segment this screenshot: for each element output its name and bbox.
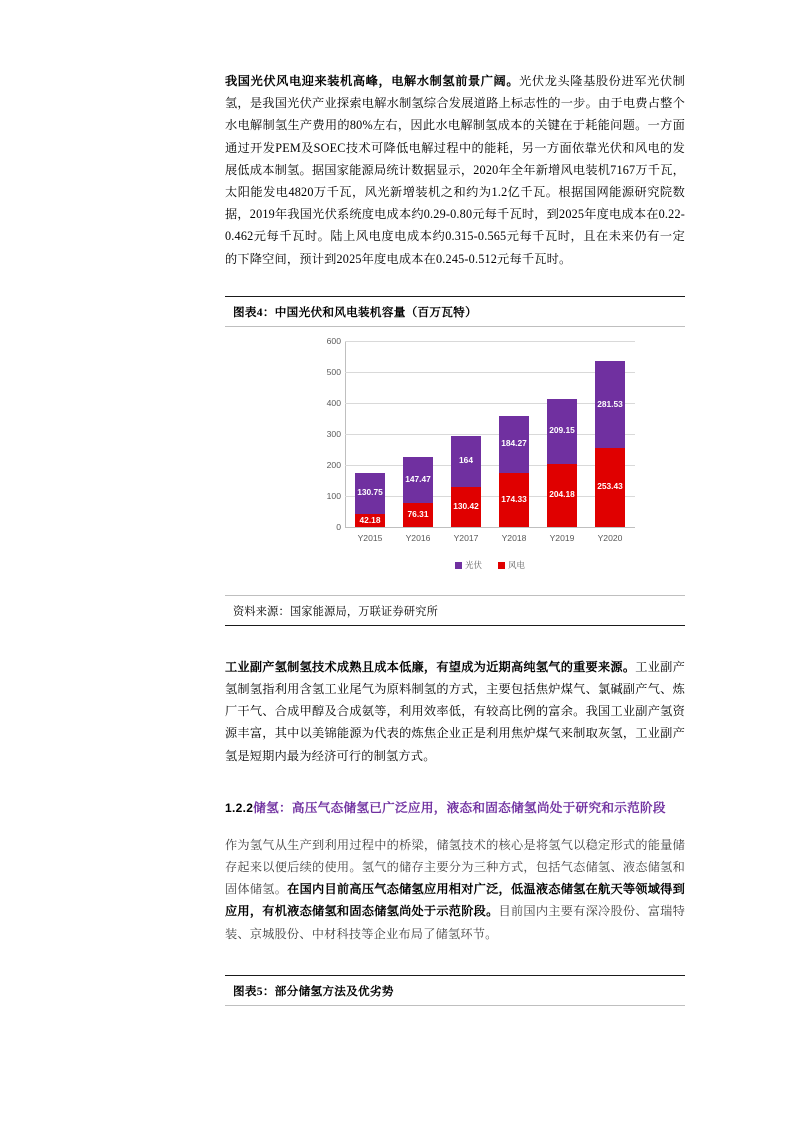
bar-group-y2018 [499, 416, 529, 527]
spacer-2 [225, 767, 685, 797]
gridline-400 [345, 403, 635, 404]
figure-4-source: 资料来源：国家能源局，万联证券研究所 [225, 595, 685, 626]
chart-x-axis [345, 527, 635, 528]
bar-group-y2019 [547, 399, 577, 527]
bar-label-solar-y2019: 209.15 [549, 424, 575, 435]
chart-plot-area [326, 335, 635, 570]
y-tick-500: 500 [326, 366, 341, 377]
x-tick-y2018: Y2018 [501, 532, 527, 543]
paragraph-3-part2: 目前国内主要有深冷股份、富瑞特装、京城股份、中材科技等企业布局了储氢环节。 [225, 904, 686, 941]
section-heading [225, 797, 685, 816]
bar-label-wind-y2015: 42.18 [359, 514, 381, 525]
bar-label-wind-y2019: 204.18 [549, 488, 575, 499]
chart-legend [345, 559, 635, 571]
bar-label-solar-y2018: 184.27 [501, 437, 527, 448]
page-content [225, 70, 685, 1006]
gridline-100 [345, 496, 635, 497]
bar-label-solar-y2020: 281.53 [597, 398, 623, 409]
bar-group-y2015 [355, 473, 385, 527]
paragraph-2-body: 工业副产氢制氢指利用含氢工业尾气为原料制氢的方式，主要包括焦炉煤气、氯碱副产气、炼厂干气、合成甲醇及合成氨等，利用效率低，有较高比例的富余。我国工业副产氢资源丰富，其中以美锦能源为代表的炼焦企业正是利用焦炉煤气来制取灰氢，工业副产氢是短期内最为经济可行的制氢方式。 [225, 659, 685, 763]
chart-solar-wind-capacity [225, 327, 685, 595]
section-heading-number: 1.2.2 [225, 800, 254, 815]
paragraph-3 [225, 834, 685, 945]
section-heading-text: 储氢：高压气态储氢已广泛应用，液态和固态储氢尚处于研究和示范阶段 [253, 800, 666, 815]
bar-label-solar-y2016: 147.47 [405, 473, 431, 484]
y-tick-0: 0 [336, 521, 341, 532]
y-tick-300: 300 [326, 428, 341, 439]
figure-5 [225, 975, 685, 1006]
y-tick-600: 600 [326, 335, 341, 346]
bar-label-wind-y2018: 174.33 [501, 493, 527, 504]
gridline-600 [345, 341, 635, 342]
legend-label-wind: 风电 [508, 559, 525, 570]
y-tick-200: 200 [326, 459, 341, 470]
paragraph-1 [225, 70, 685, 270]
y-tick-400: 400 [326, 397, 341, 408]
x-tick-y2016: Y2016 [405, 532, 431, 543]
bar-label-wind-y2016: 76.31 [407, 508, 429, 519]
x-tick-y2020: Y2020 [597, 532, 623, 543]
x-tick-y2017: Y2017 [453, 532, 479, 543]
gridline-200 [345, 465, 635, 466]
figure-4-caption: 图表4：中国光伏和风电装机容量（百万瓦特） [225, 296, 685, 327]
y-tick-100: 100 [326, 490, 341, 501]
x-tick-y2015: Y2015 [357, 532, 383, 543]
gridline-300 [345, 434, 635, 435]
bar-label-solar-y2017: 164 [459, 454, 473, 465]
figure-4-body [225, 327, 685, 595]
legend-swatch-solar-icon [455, 562, 462, 569]
paragraph-1-lead: 我国光伏风电迎来装机高峰，电解水制氢前景广阔。 [225, 74, 520, 88]
bar-label-wind-y2017: 130.42 [453, 500, 479, 511]
legend-item-solar [455, 560, 482, 570]
legend-item-wind [498, 560, 525, 570]
bar-label-solar-y2015: 130.75 [357, 486, 383, 497]
legend-swatch-wind-icon [498, 562, 505, 569]
spacer-3 [225, 816, 685, 834]
spacer-1 [225, 626, 685, 656]
paragraph-3-bold: 在国内目前高压气态储氢应用相对广泛，低温液态储氢在航天等领域得到应用，有机液态储氢和固态储氢尚处于示范阶段。 [225, 882, 685, 919]
bar-group-y2016 [403, 458, 433, 527]
figure-4 [225, 296, 685, 626]
bar-label-wind-y2020: 253.43 [597, 480, 623, 491]
x-tick-y2019: Y2019 [549, 532, 575, 543]
bar-group-y2020 [595, 361, 625, 527]
figure-5-caption: 图表5：部分储氢方法及优劣势 [225, 975, 685, 1006]
paragraph-3-part1: 作为氢气从生产到利用过程中的桥梁，储氢技术的核心是将氢气以稳定形式的能量储存起来以便后续的使用。氢气的储存主要分为三种方式，包括气态储氢、液态储氢和固体储氢。 [225, 837, 685, 897]
legend-label-solar: 光伏 [465, 559, 482, 570]
gridline-500 [345, 372, 635, 373]
paragraph-1-body: 光伏龙头隆基股份进军光伏制氢，是我国光伏产业探索电解水制氢综合发展道路上标志性的一步。由于电费占整个水电解制氢生产费用的80%左右，因此水电解制氢成本的关键在于耗能问题。一方面通过开发PEM及SOEC技术可降低电解过程中的能耗，另一方面依靠光伏和风电的发展低成本制氢。据国家能源局统计数据显示，2020年全年新增风电装机7167万千瓦，太阳能发电4820万千瓦，风光新增装机之和约为1.2亿千瓦。根据国网能源研究院数据，2019年我国光伏系统度电成本约0.29-0.80元每千瓦时，到2025年度电成本在0.22-0.462元每千瓦时。陆上风电度电成本约0.315-0.565元每千瓦时，且在未来仍有一定的下降空间，预计到2025年度电成本在0.245-0.512元每千瓦时。 [225, 74, 685, 266]
bar-group-y2017 [451, 436, 481, 527]
paragraph-2 [225, 656, 685, 767]
paragraph-2-lead: 工业副产氢制氢技术成熟且成本低廉，有望成为近期高纯氢气的重要来源。 [225, 659, 636, 674]
